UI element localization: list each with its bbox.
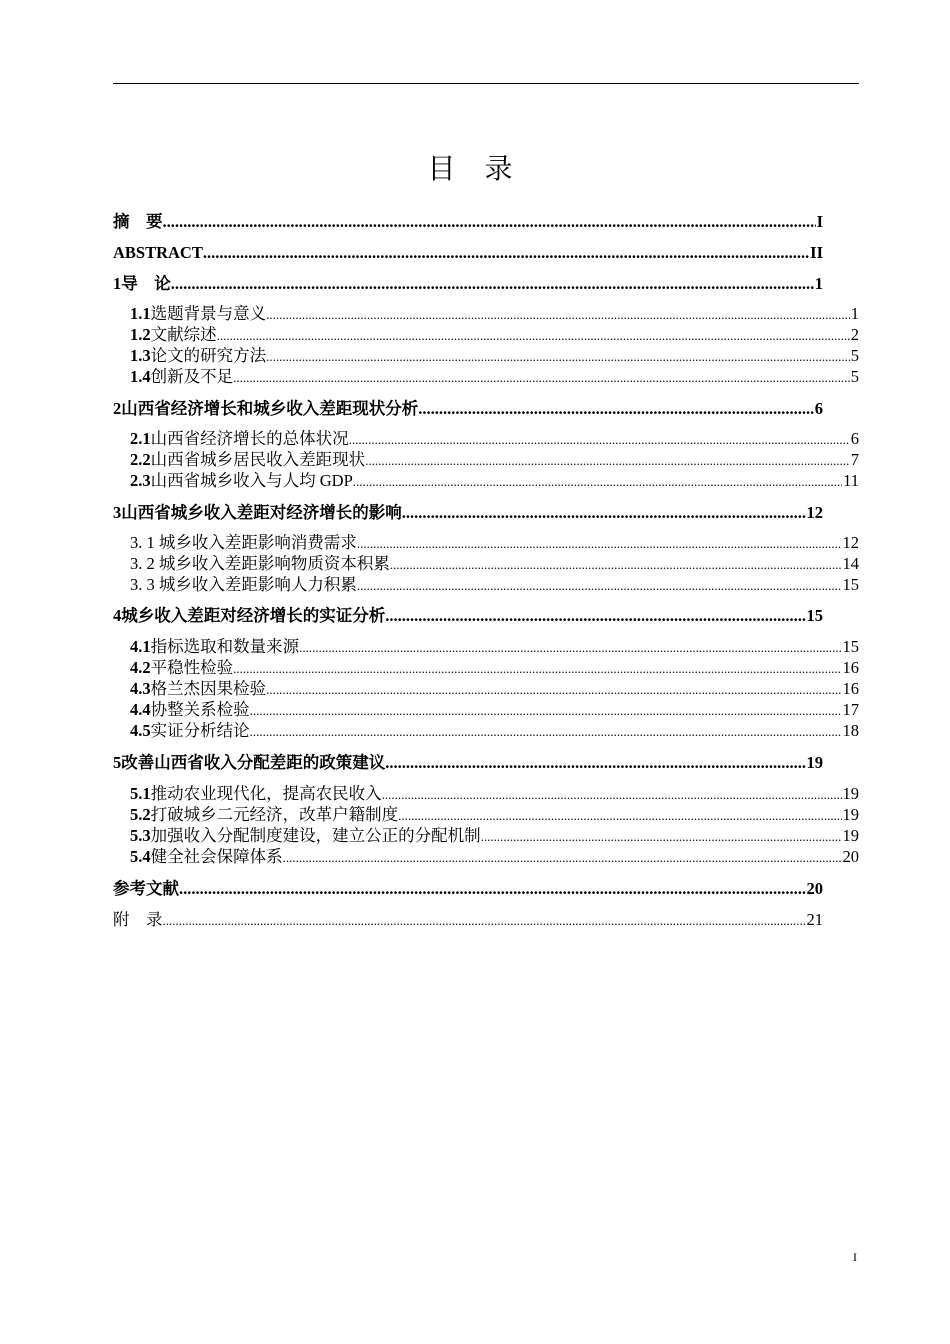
toc-entry-number: 4.4 — [130, 700, 151, 719]
toc-entry-label: 创新及不足 — [150, 367, 234, 386]
dot-leader — [179, 878, 806, 900]
toc-entry-page: 19 — [842, 826, 859, 845]
dot-leader — [266, 679, 841, 701]
toc-entry-label: 实证分析结论 — [150, 721, 250, 740]
dot-leader — [163, 910, 806, 932]
dot-leader — [163, 211, 816, 233]
page-title: 目 录 — [427, 152, 523, 185]
toc-entry-number: 2.2 — [130, 450, 151, 469]
dot-leader — [398, 805, 841, 827]
toc-entry-page: 6 — [850, 429, 859, 448]
toc-entry-label: 附 录 — [113, 910, 163, 929]
toc-entry-label: 协整关系检验 — [150, 700, 250, 719]
toc-entry[interactable] — [130, 783, 859, 805]
toc-entry[interactable] — [130, 303, 859, 325]
toc-entry-page: 21 — [806, 910, 823, 929]
toc-entry[interactable] — [113, 273, 823, 295]
toc-entry-number: 2.1 — [130, 429, 151, 448]
toc-entry-page: I — [816, 212, 823, 231]
toc-entry-page: 5 — [850, 346, 859, 365]
toc-entry-page: 19 — [842, 805, 859, 824]
toc-entry[interactable] — [130, 825, 859, 847]
toc-entry-label: 格兰杰因果检验 — [150, 679, 267, 698]
toc-entry-label: 山西省经济增长的总体状况 — [150, 429, 349, 448]
toc-entry-number: 4 — [113, 606, 122, 625]
toc-entry[interactable] — [130, 449, 859, 471]
dot-leader — [203, 242, 809, 264]
toc-entry-number: 4.2 — [130, 658, 151, 677]
toc-entry-label: 摘 要 — [113, 212, 163, 231]
toc-entry-page: 1 — [814, 274, 823, 293]
dot-leader — [171, 273, 814, 295]
dot-leader — [233, 367, 850, 389]
toc-entry[interactable] — [130, 324, 859, 346]
toc-entry[interactable] — [130, 657, 859, 679]
toc-entry[interactable] — [113, 211, 823, 233]
toc-entry-number: 5.1 — [130, 784, 151, 803]
toc-entry[interactable] — [130, 366, 859, 388]
toc-entry[interactable] — [113, 909, 823, 931]
dot-leader — [402, 502, 806, 524]
toc-entry-label: 山西省经济增长和城乡收入差距现状分析 — [121, 399, 419, 418]
toc-entry[interactable] — [130, 553, 859, 575]
dot-leader — [233, 658, 841, 680]
toc-entry-page: 15 — [806, 606, 823, 625]
dot-leader — [250, 700, 842, 722]
dot-leader — [385, 752, 805, 774]
dot-leader — [357, 575, 842, 597]
toc-entry-page: 15 — [842, 637, 859, 656]
toc-entry-label: 3. 3 城乡收入差距影响人力积累 — [130, 575, 357, 594]
toc-entry-page: 14 — [842, 554, 859, 573]
toc-entry[interactable] — [130, 345, 859, 367]
toc-entry-label: 打破城乡二元经济，改革户籍制度 — [150, 805, 399, 824]
toc-entry-number: 1.4 — [130, 367, 151, 386]
toc-entry-label: 导 论 — [121, 274, 171, 293]
toc-entry-page: 12 — [806, 503, 823, 522]
toc-entry-label: 城乡收入差距对经济增长的实证分析 — [121, 606, 386, 625]
toc-entry-label: 选题背景与意义 — [150, 304, 267, 323]
toc-entry-label: ABSTRACT — [113, 243, 203, 262]
toc-entry-number: 1.3 — [130, 346, 151, 365]
toc-entry-number: 5.3 — [130, 826, 151, 845]
toc-entry-page: 20 — [806, 879, 823, 898]
toc-entry-page: 1 — [850, 304, 859, 323]
toc-entry-number: 1.2 — [130, 325, 151, 344]
toc-entry-label: 山西省城乡收入与人均 GDP — [150, 471, 353, 490]
footer-page-number: I — [853, 1250, 857, 1264]
toc-entry-label: 指标选取和数量来源 — [150, 637, 300, 656]
toc-entry-label: 3. 1 城乡收入差距影响消费需求 — [130, 533, 357, 552]
toc-entry[interactable] — [130, 532, 859, 554]
dot-leader — [418, 398, 814, 420]
toc-entry-label: 论文的研究方法 — [150, 346, 267, 365]
toc-entry-number: 5.4 — [130, 847, 151, 866]
dot-leader — [365, 450, 850, 472]
dot-leader — [382, 784, 842, 806]
dot-leader — [266, 304, 850, 326]
toc-entry-page: II — [810, 243, 823, 262]
dot-leader — [353, 471, 842, 493]
toc-entry[interactable] — [113, 605, 823, 627]
toc-entry-page: 19 — [842, 784, 859, 803]
toc-entry-number: 4.3 — [130, 679, 151, 698]
toc-entry[interactable] — [130, 804, 859, 826]
toc-entry-number: 1.1 — [130, 304, 151, 323]
toc-entry[interactable] — [130, 678, 859, 700]
toc-entry-label: 参考文献 — [113, 879, 179, 898]
header-rule — [113, 83, 859, 84]
toc-entry-label: 平稳性检验 — [150, 658, 234, 677]
toc-entry[interactable] — [130, 699, 859, 721]
toc-entry[interactable] — [113, 502, 823, 524]
toc-entry-page: 20 — [842, 847, 859, 866]
toc-entry-page: 5 — [850, 367, 859, 386]
toc-entry[interactable] — [130, 636, 859, 658]
toc-entry-page: 18 — [842, 721, 859, 740]
toc-entry-page: 17 — [842, 700, 859, 719]
toc-entry-label: 改善山西省收入分配差距的政策建议 — [121, 753, 386, 772]
dot-leader — [385, 605, 805, 627]
toc-entry[interactable] — [130, 428, 859, 450]
dot-leader — [266, 346, 850, 368]
toc-entry-label: 3. 2 城乡收入差距影响物质资本积累 — [130, 554, 390, 573]
toc-entry-page: 7 — [850, 450, 859, 469]
toc-entry-label: 加强收入分配制度建设，建立公正的分配机制 — [150, 826, 481, 845]
toc-entry-label: 文献综述 — [150, 325, 217, 344]
toc-entry[interactable] — [130, 470, 859, 492]
toc-entry-page: 2 — [850, 325, 859, 344]
toc-entry-page: 15 — [842, 575, 859, 594]
dot-leader — [357, 533, 842, 555]
dot-leader — [217, 325, 850, 347]
toc-entry[interactable] — [130, 846, 859, 868]
toc-entry-number: 2 — [113, 399, 122, 418]
toc-entry-number: 4.5 — [130, 721, 151, 740]
toc-entry[interactable] — [113, 398, 823, 420]
toc-entry[interactable] — [113, 242, 823, 264]
toc-entry[interactable] — [130, 720, 859, 742]
toc-entry-page: 11 — [843, 471, 859, 490]
dot-leader — [250, 721, 842, 743]
toc-entry-number: 4.1 — [130, 637, 151, 656]
toc-entry-number: 5.2 — [130, 805, 151, 824]
dot-leader — [349, 429, 850, 451]
dot-leader — [481, 826, 842, 848]
dot-leader — [390, 554, 842, 576]
toc-entry[interactable] — [113, 878, 823, 900]
toc-entry-label: 推动农业现代化，提高农民收入 — [150, 784, 382, 803]
toc-entry-label: 山西省城乡居民收入差距现状 — [150, 450, 366, 469]
toc-entry-page: 16 — [842, 679, 859, 698]
toc-entry-page: 16 — [842, 658, 859, 677]
dot-leader — [299, 637, 841, 659]
toc-entry-page: 12 — [842, 533, 859, 552]
toc-entry-label: 健全社会保障体系 — [150, 847, 283, 866]
toc-entry-number: 2.3 — [130, 471, 151, 490]
toc-entry-page: 19 — [806, 753, 823, 772]
dot-leader — [283, 847, 842, 869]
toc-entry-label: 山西省城乡收入差距对经济增长的影响 — [121, 503, 402, 522]
toc-entry-number: 3 — [113, 503, 122, 522]
toc-entry-number: 5 — [113, 753, 122, 772]
toc-entry[interactable] — [130, 574, 859, 596]
toc-entry-page: 6 — [814, 399, 823, 418]
toc-entry-number: 1 — [113, 274, 122, 293]
toc-entry[interactable] — [113, 752, 823, 774]
